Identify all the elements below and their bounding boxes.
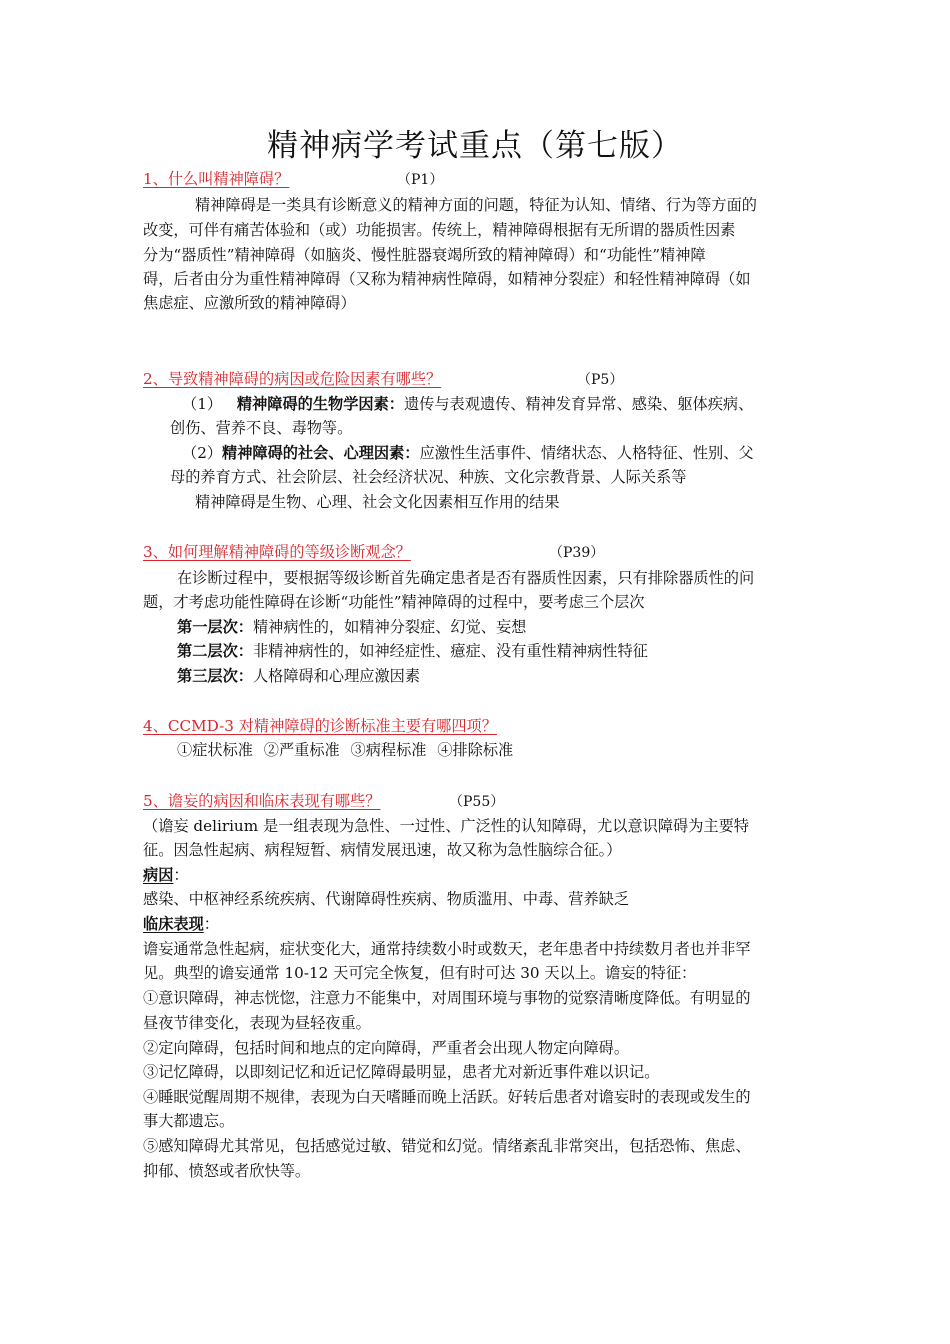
q5-clinical-line-8: 事大都遗忘。 — [143, 1112, 235, 1130]
q3-level-1-text: 精神病性的，如精神分裂症、幻觉、妄想 — [252, 618, 527, 636]
q2-item2 — [182, 441, 852, 465]
q4-heading: 4、CCMD-3 对精神障碍的诊断标准主要有哪四项？ — [143, 717, 497, 735]
q4-answer: ①症状标准 ②严重标准 ③病程标准 ④排除标准 — [177, 741, 514, 759]
q3-line-2: 题，才考虑功能性障碍在诊断“功能性”精神障碍的过程中，要考虑三个层次 — [143, 593, 645, 611]
q5-causes: 感染、中枢神经系统疾病、代谢障碍性疾病、物质滥用、中毒、营养缺乏 — [143, 890, 629, 908]
q5-clinical-label: 临床表现 — [143, 915, 204, 933]
q3-line-1: 在诊断过程中，要根据等级诊断首先确定患者是否有器质性因素，只有排除器质性的问 — [177, 569, 755, 587]
q5-cause-colon: ： — [173, 866, 189, 884]
q2-heading: 2、导致精神障碍的病因或危险因素有哪些？ — [143, 370, 442, 388]
q2-item1-num: （1） — [182, 395, 223, 413]
q5-clinical-line-7: ④睡眠觉醒周期不规律，表现为白天嗜睡而晚上活跃。好转后患者对谵妄时的表现或发生的 — [143, 1088, 751, 1106]
q1-line-5: 焦虑症、应激所致的精神障碍） — [143, 294, 356, 312]
q3-level-2 — [177, 639, 847, 663]
q1-line-2: 改变，可伴有痛苦体验和（或）功能损害。传统上，精神障碍根据有无所谓的器质性因素 — [143, 221, 736, 239]
q2-item1-label: 精神障碍的生物学因素： — [236, 395, 404, 413]
q3-level-1 — [177, 615, 847, 639]
q1-page-ref: （P1） — [397, 172, 444, 188]
q5-intro-1: （谵妄 delirium 是一组表现为急性、一过性、广泛性的认知障碍，尤以意识障碍为主要特 — [143, 817, 749, 835]
q5-clinical-line-2: 见。典型的谵妄通常 10-12 天可完全恢复，但有时可达 30 天以上。谵妄的特征： — [143, 964, 697, 982]
q5-clinical-line-6: ③记忆障碍，以即刻记忆和近记忆障碍最明显，患者尤对新近事件难以识记。 — [143, 1063, 660, 1081]
q5-heading: 5、谵妄的病因和临床表现有哪些？ — [143, 792, 381, 810]
q3-level-3-label: 第三层次： — [177, 667, 253, 685]
q2-item2-cont: 母的养育方式、社会阶层、社会经济状况、种族、文化宗教背景、人际关系等 — [170, 468, 687, 486]
q3-level-1-label: 第一层次： — [177, 618, 253, 636]
q3-page-ref: （P39） — [549, 545, 605, 561]
q5-clinical-heading — [143, 912, 813, 936]
q3-level-3 — [177, 664, 847, 688]
q5-clinical-line-4: 昼夜节律变化，表现为昼轻夜重。 — [143, 1014, 371, 1032]
q1-line-3: 分为“器质性”精神障碍（如脑炎、慢性脏器衰竭所致的精神障碍）和“功能性”精神障 — [143, 246, 706, 264]
q1-line-4: 碍，后者由分为重性精神障碍（又称为精神病性障碍，如精神分裂症）和轻性精神障碍（如 — [143, 270, 751, 288]
q2-item1 — [182, 392, 852, 416]
q1-line-1: 精神障碍是一类具有诊断意义的精神方面的问题，特征为认知、情绪、行为等方面的 — [195, 196, 757, 214]
q1-heading: 1、什么叫精神障碍？ — [143, 170, 290, 188]
q5-clinical-line-10: 抑郁、愤怒或者欣快等。 — [143, 1162, 311, 1180]
q5-clinical-line-3: ①意识障碍，神志恍惚，注意力不能集中，对周围环境与事物的觉察清晰度降低。有明显的 — [143, 989, 751, 1007]
q5-clinical-line-5: ②定向障碍，包括时间和地点的定向障碍，严重者会出现人物定向障碍。 — [143, 1039, 629, 1057]
q3-heading: 3、如何理解精神障碍的等级诊断观念？ — [143, 543, 411, 561]
q2-page-ref: （P5） — [577, 372, 624, 388]
q5-intro-2: 征。因急性起病、病程短暂、病情发展迅速，故又称为急性脑综合征。） — [143, 841, 622, 859]
page-title: 精神病学考试重点（第七版） — [267, 128, 683, 164]
q3-level-2-label: 第二层次： — [177, 642, 253, 660]
q2-item1-cont: 创伤、营养不良、毒物等。 — [170, 419, 353, 437]
q5-clinical-line-1: 谵妄通常急性起病，症状变化大，通常持续数小时或数天，老年患者中持续数月者也并非罕 — [143, 940, 751, 958]
q3-level-3-text: 人格障碍和心理应激因素 — [252, 667, 420, 685]
q2-item1-text: 遗传与表观遗传、精神发育异常、感染、躯体疾病、 — [403, 395, 754, 413]
q2-summary: 精神障碍是生物、心理、社会文化因素相互作用的结果 — [195, 493, 560, 511]
q5-cause-heading — [143, 863, 813, 887]
q5-cause-label: 病因 — [143, 866, 174, 884]
q5-page-ref: （P55） — [449, 794, 505, 810]
q2-item2-num: （2） — [182, 444, 223, 462]
q2-item2-label: 精神障碍的社会、心理因素： — [222, 444, 420, 462]
q3-level-2-text: 非精神病性的，如神经症性、癔症、没有重性精神病性特征 — [252, 642, 648, 660]
q5-clinical-line-9: ⑤感知障碍尤其常见，包括感觉过敏、错觉和幻觉。情绪紊乱非常突出，包括恐怖、焦虑、 — [143, 1137, 751, 1155]
q5-clinical-colon: ： — [203, 915, 219, 933]
q2-item2-text: 应激性生活事件、情绪状态、人格特征、性别、父 — [419, 444, 754, 462]
